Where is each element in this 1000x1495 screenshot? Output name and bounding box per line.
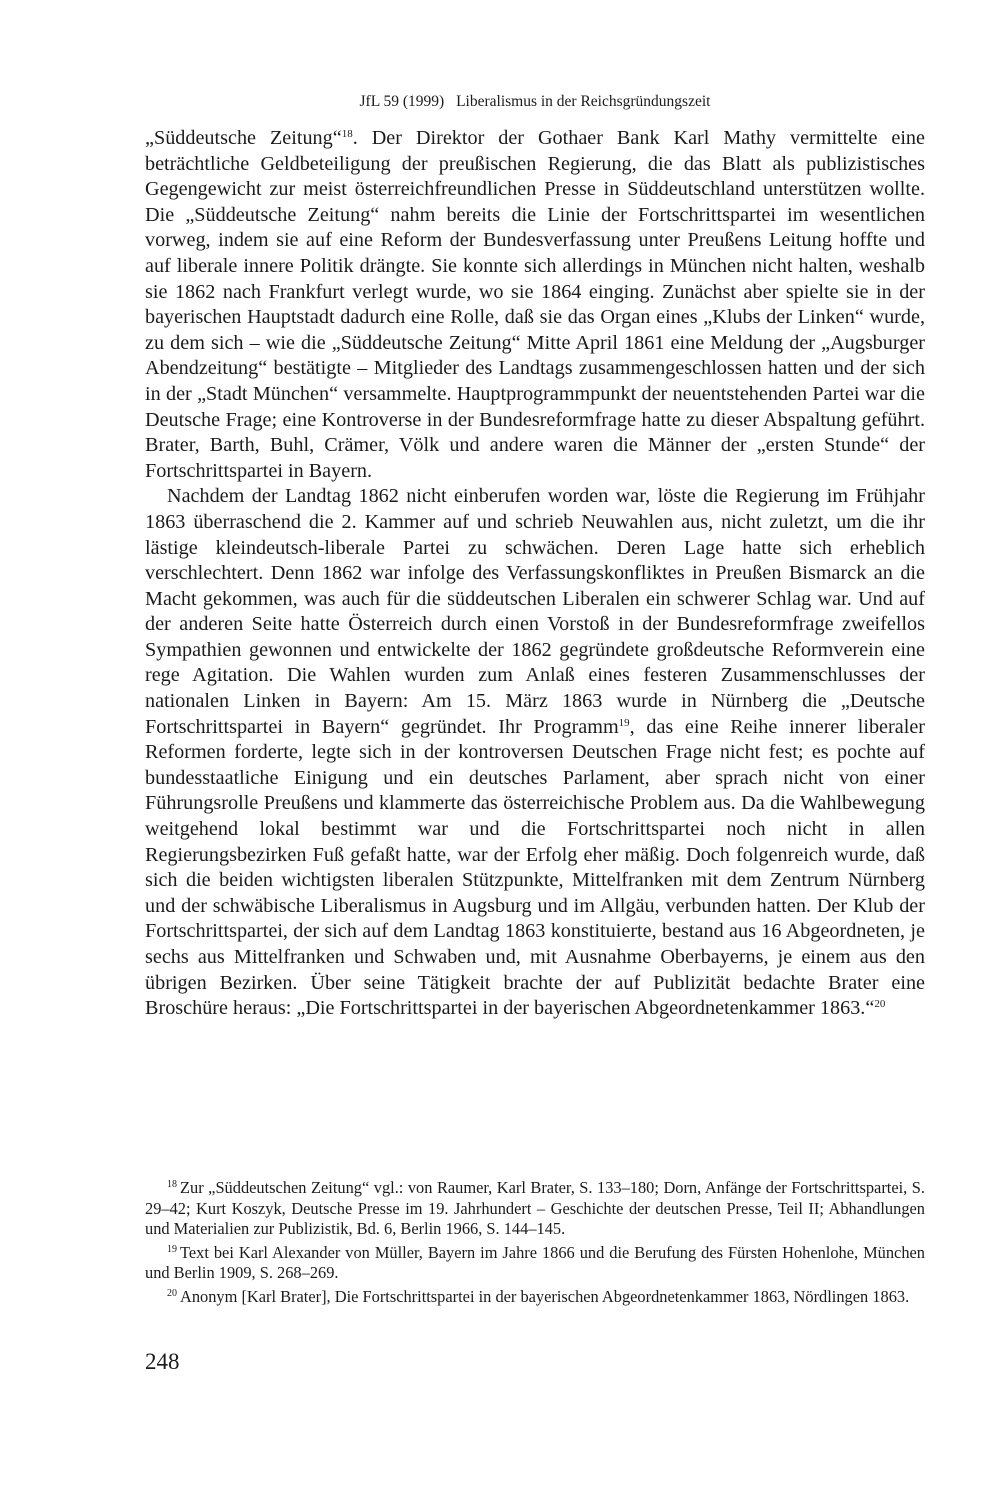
footnotes — [145, 1178, 925, 1310]
footnote-18 — [145, 1178, 925, 1240]
footnote-number: 20 — [167, 1287, 177, 1299]
journal-volume: JfL 59 (1999) — [359, 93, 445, 110]
footnote-ref-20: 20 — [874, 998, 886, 1011]
paragraph-1 — [145, 126, 925, 484]
paragraph-2-rest: , das eine Reihe innerer liberaler Reformen forderte, legte sich in der kontroversen Deutschen Frage nicht fest; es pochte auf bundesstaatliche Einigung und ein deutsches Parlament, aber sprach nicht von einer Führungsrolle Preußens und klammerte das österreichische Problem aus. Da die Wahlbewegung weitgehend lokal bestimmt war und die Fortschrittspartei noch nicht in allen Regierungsbezirken Fuß gefaßt hatte, war der Erfolg eher mäßig. Doch folgenreich wurde, daß sich die beiden wichtigsten liberalen Stützpunkte, Mittelfranken mit dem Zentrum Nürnberg und der schwäbische Liberalismus in Augsburg und im Allgäu, verbunden hatten. Der Klub der Fortschrittspartei, der sich auf dem Landtag 1863 konstituierte, bestand aus 16 Abgeordneten, je sechs aus Mittelfranken und Schwaben und, mit Ausnahme Oberbayerns, je einem aus den übrigen Bezirken. Über seine Tätigkeit brachte der auf Publizität bedachte Brater eine Broschüre heraus: „Die Fortschrittspartei in der bayerischen Abgeordnetenkammer 1863.“ — [145, 715, 925, 1020]
footnote-ref-18: 18 — [341, 128, 353, 140]
footnote-ref-19: 19 — [618, 716, 630, 729]
page-number: 248 — [145, 1349, 180, 1374]
paragraph-1-rest: . Der Direktor der Gothaer Bank Karl Mathy vermittelte eine beträchtliche Geldbeteiligung der preußischen Regierung, die das Blatt als publizistisches Gegengewicht zur meist österreichfreundlichen Presse in Süddeutschland unterstützen wollte. Die „Süddeutsche Zeitung“ nahm bereits die Linie der Fortschrittspartei im wesentlichen vorweg, indem sie auf eine Reform der Bundesverfassung unter Preußens Leitung hoffte und auf liberale innere Politik drängte. Sie konnte sich allerdings in München nicht halten, weshalb sie 1862 nach Frankfurt verlegt wurde, wo sie 1864 einging. Zunächst aber spielte sie in der bayerischen Hauptstadt dadurch eine Rolle, daß sie das Organ eines „Klubs der Linken“ wurde, zu dem sich – wie die „Süddeutsche Zeitung“ Mitte April 1861 eine Meldung der „Augsburger Abendzeitung“ bestätigte – Mitglieder des Landtags zusammengeschlossen hatten und der sich in der „Stadt München“ versammelte. Hauptprogrammpunkt der neuentstehenden Partei war die Deutsche Frage; eine Kontroverse in der Bundesreformfrage hatte zu dieser Abspaltung geführt. Brater, Barth, Buhl, Crämer, Völk und andere waren die Männer der „ersten Stunde“ der Fortschrittspartei in Bayern. — [145, 127, 925, 482]
footnote-number: 18 — [167, 1179, 177, 1190]
footnote-text: Zur „Süddeutschen Zeitung“ vgl.: von Raumer, Karl Brater, S. 133–180; Dorn, Anfänge der Fortschrittspartei, S. 29–42; Kurt Koszyk, Deutsche Presse im 19. Jahrhundert – Geschichte der deutschen Presse, Teil II; Abhandlungen und Materialien zur Publizistik, Bd. 6, Berlin 1966, S. 144–145. — [145, 1178, 925, 1238]
header-title: Liberalismus in der Reichsgründungszeit — [456, 93, 711, 110]
paragraph-2-start: Nachdem der Landtag 1862 nicht einberufen worden war, löste die Regierung im Frühjahr 1863 überraschend die 2. Kammer auf und schrieb Neuwahlen aus, nicht zuletzt, um die ihr lästige kleindeutsch-liberale Partei zu schwächen. Deren Lage hatte sich erheblich verschlechtert. Denn 1862 war infolge des Verfassungskonfliktes in Preußen Bismarck an die Macht gekommen, was auch für die süddeutschen Liberalen ein schwerer Schlag war. Und auf der anderen Seite hatte Österreich durch einen Vorstoß in der Bundesreformfrage zweifellos Sympathien gewonnen und entwickelte der 1862 gegründete großdeutsche Reformverein eine rege Agitation. Die Wahlen wurden zum Anlaß eines festeren Zusammenschlusses der nationalen Linken in Bayern: Am 15. März 1863 wurde in Nürnberg die „Deutsche Fortschrittspartei in Bayern“ gegründet. Ihr Programm — [145, 485, 925, 738]
footnote-number: 19 — [167, 1243, 177, 1255]
running-header — [145, 92, 925, 112]
footnote-text: Anonym [Karl Brater], Die Fortschrittspartei in der bayerischen Abgeordnetenkammer 1863, Nördlingen 1863. — [180, 1286, 910, 1306]
paragraph-2 — [145, 484, 925, 1021]
main-text — [145, 126, 925, 1022]
footnote-20 — [145, 1287, 925, 1308]
paragraph-1-start: „Süddeutsche Zeitung“ — [145, 127, 342, 149]
footnote-text: Text bei Karl Alexander von Müller, Bayern im Jahre 1866 und die Berufung des Fürsten Hohenlohe, München und Berlin 1909, S. 268–269. — [145, 1242, 925, 1282]
footnote-19 — [145, 1243, 925, 1284]
